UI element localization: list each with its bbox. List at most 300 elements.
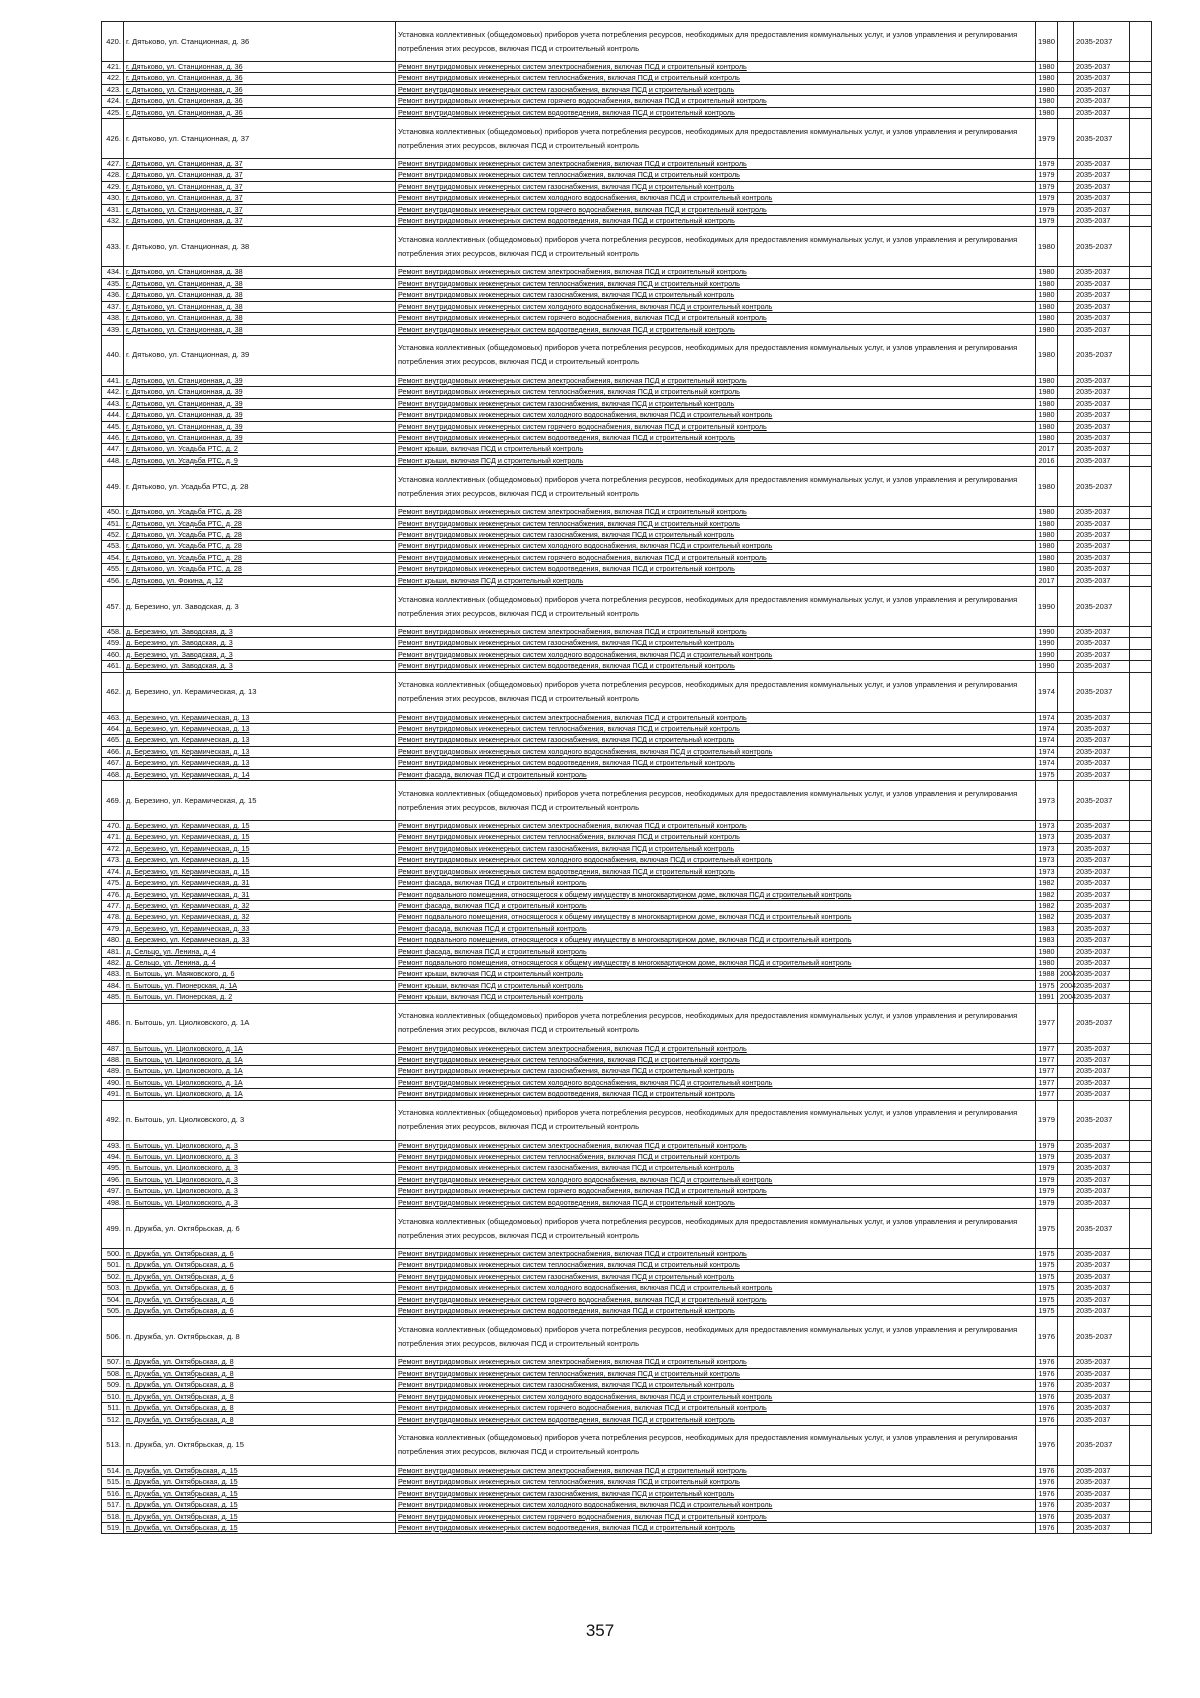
row-empty-cell	[1130, 855, 1152, 866]
row-number: 476.	[102, 889, 124, 900]
row-work-type: Ремонт внутридомовых инженерных систем электроснабжения, включая ПСД и строительный контроль	[396, 627, 1036, 638]
row-year: 1990	[1036, 638, 1058, 649]
row-empty-cell	[1130, 159, 1152, 170]
row-year: 1980	[1036, 22, 1058, 62]
row-empty-cell	[1130, 1477, 1152, 1488]
row-number: 498.	[102, 1197, 124, 1208]
row-empty-cell	[1130, 1391, 1152, 1402]
row-address: д. Березино, ул. Керамическая, д. 13	[124, 724, 396, 735]
row-address: г. Дятьково, ул. Станционная, д. 38	[124, 267, 396, 278]
row-year-renovated	[1058, 1477, 1074, 1488]
row-number: 456.	[102, 575, 124, 586]
row-year-renovated	[1058, 866, 1074, 877]
row-address: г. Дятьково, ул. Станционная, д. 38	[124, 278, 396, 289]
row-period: 2035-2037	[1074, 375, 1130, 386]
row-period: 2035-2037	[1074, 267, 1130, 278]
row-empty-cell	[1130, 1425, 1152, 1465]
table-row	[102, 1249, 1152, 1260]
row-number: 462.	[102, 672, 124, 712]
table-row	[102, 1077, 1152, 1088]
row-year: 1980	[1036, 467, 1058, 507]
row-address: п. Дружба, ул. Октябрьская, д. 6	[124, 1271, 396, 1282]
row-address: п. Дружба, ул. Октябрьская, д. 6	[124, 1209, 396, 1249]
row-year: 1980	[1036, 387, 1058, 398]
row-year: 1980	[1036, 267, 1058, 278]
row-work-type: Ремонт внутридомовых инженерных систем теплоснабжения, включая ПСД и строительный контроль	[396, 73, 1036, 84]
row-year: 1980	[1036, 564, 1058, 575]
row-period: 2035-2037	[1074, 159, 1130, 170]
row-work-type: Ремонт внутридомовых инженерных систем газоснабжения, включая ПСД и строительный контроль	[396, 1380, 1036, 1391]
row-year: 1975	[1036, 1249, 1058, 1260]
row-period: 2035-2037	[1074, 193, 1130, 204]
row-number: 505.	[102, 1306, 124, 1317]
row-number: 494.	[102, 1152, 124, 1163]
row-address: п. Бытошь, ул. Циолковского, д. 1А	[124, 1089, 396, 1100]
row-work-type: Ремонт внутридомовых инженерных систем теплоснабжения, включая ПСД и строительный контроль	[396, 518, 1036, 529]
row-year-renovated	[1058, 159, 1074, 170]
row-work-type: Ремонт внутридомовых инженерных систем теплоснабжения, включая ПСД и строительный контроль	[396, 278, 1036, 289]
row-period: 2035-2037	[1074, 507, 1130, 518]
row-period: 2035-2037	[1074, 1152, 1130, 1163]
row-year: 1980	[1036, 335, 1058, 375]
row-work-type: Ремонт подвального помещения, относящегося к общему имуществу в многоквартирном доме, включая ПСД и строительный контроль	[396, 957, 1036, 968]
table-row	[102, 432, 1152, 443]
row-number: 484.	[102, 980, 124, 991]
row-empty-cell	[1130, 1186, 1152, 1197]
row-period: 2035-2037	[1074, 313, 1130, 324]
row-year: 1974	[1036, 735, 1058, 746]
row-year-renovated	[1058, 552, 1074, 563]
row-work-type: Ремонт внутридомовых инженерных систем теплоснабжения, включая ПСД и строительный контроль	[396, 724, 1036, 735]
row-number: 475.	[102, 878, 124, 889]
row-number: 486.	[102, 1003, 124, 1043]
row-address: п. Бытошь, ул. Маяковского, д. 6	[124, 969, 396, 980]
row-address: п. Бытошь, ул. Циолковского, д. 1А	[124, 1043, 396, 1054]
row-work-type: Установка коллективных (общедомовых) приборов учета потребления ресурсов, необходимых для предоставления коммунальных услуг, и узлов управления и регулирования потребления этих ресурсов, включая ПСД и строительный контроль	[396, 587, 1036, 627]
row-period: 2035-2037	[1074, 1368, 1130, 1379]
row-address: п. Бытошь, ул. Циолковского, д. 1А	[124, 1077, 396, 1088]
row-empty-cell	[1130, 923, 1152, 934]
table-row	[102, 267, 1152, 278]
row-address: д. Березино, ул. Керамическая, д. 32	[124, 900, 396, 911]
row-empty-cell	[1130, 398, 1152, 409]
row-year-renovated	[1058, 96, 1074, 107]
row-year-renovated	[1058, 22, 1074, 62]
table-row	[102, 1380, 1152, 1391]
row-empty-cell	[1130, 335, 1152, 375]
row-address: п. Дружба, ул. Октябрьская, д. 15	[124, 1425, 396, 1465]
row-work-type: Ремонт внутридомовых инженерных систем газоснабжения, включая ПСД и строительный контроль	[396, 529, 1036, 540]
row-empty-cell	[1130, 1283, 1152, 1294]
row-period: 2035-2037	[1074, 529, 1130, 540]
row-work-type: Ремонт подвального помещения, относящегося к общему имуществу в многоквартирном доме, включая ПСД и строительный контроль	[396, 935, 1036, 946]
row-year-renovated	[1058, 1306, 1074, 1317]
row-empty-cell	[1130, 22, 1152, 62]
row-empty-cell	[1130, 181, 1152, 192]
table-row	[102, 866, 1152, 877]
table-row	[102, 900, 1152, 911]
row-empty-cell	[1130, 1465, 1152, 1476]
row-address: п. Дружба, ул. Октябрьская, д. 6	[124, 1260, 396, 1271]
row-address: д. Березино, ул. Заводская, д. 3	[124, 587, 396, 627]
row-empty-cell	[1130, 575, 1152, 586]
row-number: 488.	[102, 1054, 124, 1065]
row-work-type: Ремонт внутридомовых инженерных систем газоснабжения, включая ПСД и строительный контроль	[396, 290, 1036, 301]
row-empty-cell	[1130, 216, 1152, 227]
row-address: п. Дружба, ул. Октябрьская, д. 15	[124, 1465, 396, 1476]
row-number: 423.	[102, 84, 124, 95]
row-number: 450.	[102, 507, 124, 518]
table-row	[102, 541, 1152, 552]
row-address: г. Дятьково, ул. Станционная, д. 38	[124, 290, 396, 301]
table-row	[102, 227, 1152, 267]
row-address: п. Дружба, ул. Октябрьская, д. 8	[124, 1403, 396, 1414]
table-row	[102, 181, 1152, 192]
row-empty-cell	[1130, 992, 1152, 1003]
row-work-type: Ремонт внутридомовых инженерных систем газоснабжения, включая ПСД и строительный контроль	[396, 181, 1036, 192]
table-row	[102, 290, 1152, 301]
table-row	[102, 843, 1152, 854]
row-year: 1977	[1036, 1077, 1058, 1088]
row-number: 478.	[102, 912, 124, 923]
row-period: 2035-2037	[1074, 769, 1130, 780]
row-address: д. Березино, ул. Керамическая, д. 15	[124, 821, 396, 832]
row-year: 1980	[1036, 518, 1058, 529]
row-period: 2035-2037	[1074, 575, 1130, 586]
row-empty-cell	[1130, 672, 1152, 712]
table-row	[102, 119, 1152, 159]
row-period: 2035-2037	[1074, 1317, 1130, 1357]
row-year: 1977	[1036, 1003, 1058, 1043]
row-work-type: Ремонт внутридомовых инженерных систем теплоснабжения, включая ПСД и строительный контроль	[396, 1368, 1036, 1379]
row-period: 2035-2037	[1074, 758, 1130, 769]
row-empty-cell	[1130, 170, 1152, 181]
row-year: 2017	[1036, 444, 1058, 455]
row-year: 1979	[1036, 1163, 1058, 1174]
row-number: 517.	[102, 1500, 124, 1511]
row-period: 2035-2037	[1074, 1488, 1130, 1499]
table-row	[102, 575, 1152, 586]
row-work-type: Ремонт внутридомовых инженерных систем водоотведения, включая ПСД и строительный контроль	[396, 661, 1036, 672]
row-address: п. Бытошь, ул. Циолковского, д. 1А	[124, 1003, 396, 1043]
row-year-renovated: 2004	[1058, 969, 1074, 980]
row-number: 430.	[102, 193, 124, 204]
row-address: г. Дятьково, ул. Станционная, д. 39	[124, 410, 396, 421]
row-period: 2035-2037	[1074, 1209, 1130, 1249]
row-address: п. Дружба, ул. Октябрьская, д. 6	[124, 1294, 396, 1305]
row-period: 2035-2037	[1074, 518, 1130, 529]
row-work-type: Установка коллективных (общедомовых) приборов учета потребления ресурсов, необходимых для предоставления коммунальных услуг, и узлов управления и регулирования потребления этих ресурсов, включая ПСД и строительный контроль	[396, 1100, 1036, 1140]
row-address: п. Дружба, ул. Октябрьская, д. 8	[124, 1414, 396, 1425]
row-work-type: Ремонт внутридомовых инженерных систем горячего водоснабжения, включая ПСД и строительный контроль	[396, 1511, 1036, 1522]
row-number: 489.	[102, 1066, 124, 1077]
row-number: 467.	[102, 758, 124, 769]
row-empty-cell	[1130, 1100, 1152, 1140]
row-year-renovated	[1058, 387, 1074, 398]
row-empty-cell	[1130, 889, 1152, 900]
table-row	[102, 992, 1152, 1003]
row-empty-cell	[1130, 324, 1152, 335]
row-work-type: Ремонт внутридомовых инженерных систем водоотведения, включая ПСД и строительный контроль	[396, 1089, 1036, 1100]
row-work-type: Ремонт внутридомовых инженерных систем водоотведения, включая ПСД и строительный контроль	[396, 216, 1036, 227]
table-row	[102, 529, 1152, 540]
row-work-type: Ремонт внутридомовых инженерных систем электроснабжения, включая ПСД и строительный контроль	[396, 62, 1036, 73]
row-empty-cell	[1130, 1414, 1152, 1425]
row-number: 441.	[102, 375, 124, 386]
row-work-type: Ремонт внутридомовых инженерных систем водоотведения, включая ПСД и строительный контроль	[396, 1522, 1036, 1533]
row-period: 2035-2037	[1074, 216, 1130, 227]
row-year-renovated	[1058, 290, 1074, 301]
row-year-renovated	[1058, 1357, 1074, 1368]
row-year-renovated	[1058, 1500, 1074, 1511]
row-number: 507.	[102, 1357, 124, 1368]
row-work-type: Установка коллективных (общедомовых) приборов учета потребления ресурсов, необходимых для предоставления коммунальных услуг, и узлов управления и регулирования потребления этих ресурсов, включая ПСД и строительный контроль	[396, 672, 1036, 712]
row-period: 2035-2037	[1074, 912, 1130, 923]
row-period: 2035-2037	[1074, 724, 1130, 735]
row-year-renovated	[1058, 781, 1074, 821]
table-row	[102, 712, 1152, 723]
row-year-renovated	[1058, 529, 1074, 540]
row-address: г. Дятьково, ул. Станционная, д. 37	[124, 181, 396, 192]
row-year-renovated	[1058, 301, 1074, 312]
table-row	[102, 587, 1152, 627]
row-empty-cell	[1130, 84, 1152, 95]
row-empty-cell	[1130, 900, 1152, 911]
row-period: 2035-2037	[1074, 889, 1130, 900]
row-number: 479.	[102, 923, 124, 934]
row-year: 1976	[1036, 1488, 1058, 1499]
row-address: д. Березино, ул. Керамическая, д. 13	[124, 672, 396, 712]
row-address: п. Бытошь, ул. Пионерская, д. 1А	[124, 980, 396, 991]
table-row	[102, 1391, 1152, 1402]
row-address: д. Березино, ул. Заводская, д. 3	[124, 661, 396, 672]
row-period: 2035-2037	[1074, 672, 1130, 712]
row-year: 1991	[1036, 992, 1058, 1003]
row-empty-cell	[1130, 946, 1152, 957]
row-year-renovated	[1058, 398, 1074, 409]
table-row	[102, 324, 1152, 335]
row-number: 429.	[102, 181, 124, 192]
row-address: д. Березино, ул. Заводская, д. 3	[124, 649, 396, 660]
row-empty-cell	[1130, 313, 1152, 324]
row-empty-cell	[1130, 1403, 1152, 1414]
table-row	[102, 1283, 1152, 1294]
table-row	[102, 335, 1152, 375]
row-period: 2035-2037	[1074, 1043, 1130, 1054]
row-empty-cell	[1130, 444, 1152, 455]
row-period: 2035-2037	[1074, 227, 1130, 267]
row-address: п. Дружба, ул. Октябрьская, д. 15	[124, 1511, 396, 1522]
row-empty-cell	[1130, 746, 1152, 757]
table-row	[102, 170, 1152, 181]
row-address: д. Березино, ул. Керамическая, д. 15	[124, 866, 396, 877]
row-address: п. Бытошь, ул. Циолковского, д. 3	[124, 1163, 396, 1174]
row-work-type: Ремонт внутридомовых инженерных систем теплоснабжения, включая ПСД и строительный контроль	[396, 170, 1036, 181]
row-work-type: Ремонт внутридомовых инженерных систем электроснабжения, включая ПСД и строительный контроль	[396, 1140, 1036, 1151]
row-year: 1976	[1036, 1380, 1058, 1391]
row-work-type: Ремонт внутридомовых инженерных систем водоотведения, включая ПСД и строительный контроль	[396, 324, 1036, 335]
row-year-renovated	[1058, 421, 1074, 432]
row-work-type: Установка коллективных (общедомовых) приборов учета потребления ресурсов, необходимых для предоставления коммунальных услуг, и узлов управления и регулирования потребления этих ресурсов, включая ПСД и строительный контроль	[396, 1425, 1036, 1465]
row-year-renovated	[1058, 107, 1074, 118]
row-year-renovated	[1058, 957, 1074, 968]
row-year-renovated	[1058, 724, 1074, 735]
row-empty-cell	[1130, 1163, 1152, 1174]
row-empty-cell	[1130, 278, 1152, 289]
row-work-type: Ремонт внутридомовых инженерных систем электроснабжения, включая ПСД и строительный контроль	[396, 267, 1036, 278]
row-year: 1976	[1036, 1357, 1058, 1368]
row-number: 424.	[102, 96, 124, 107]
row-year: 1979	[1036, 170, 1058, 181]
row-work-type: Ремонт внутридомовых инженерных систем водоотведения, включая ПСД и строительный контроль	[396, 1414, 1036, 1425]
row-address: д. Березино, ул. Керамическая, д. 31	[124, 878, 396, 889]
row-year-renovated	[1058, 1294, 1074, 1305]
table-row	[102, 946, 1152, 957]
row-year: 1980	[1036, 290, 1058, 301]
row-period: 2035-2037	[1074, 1089, 1130, 1100]
row-period: 2035-2037	[1074, 73, 1130, 84]
row-work-type: Ремонт внутридомовых инженерных систем горячего водоснабжения, включая ПСД и строительный контроль	[396, 421, 1036, 432]
row-empty-cell	[1130, 301, 1152, 312]
row-year-renovated	[1058, 1054, 1074, 1065]
row-year: 1979	[1036, 1152, 1058, 1163]
row-work-type: Ремонт внутридомовых инженерных систем теплоснабжения, включая ПСД и строительный контроль	[396, 832, 1036, 843]
row-year-renovated	[1058, 1077, 1074, 1088]
row-number: 444.	[102, 410, 124, 421]
row-number: 465.	[102, 735, 124, 746]
row-work-type: Ремонт внутридомовых инженерных систем газоснабжения, включая ПСД и строительный контроль	[396, 1163, 1036, 1174]
table-row	[102, 832, 1152, 843]
row-address: п. Дружба, ул. Октябрьская, д. 6	[124, 1283, 396, 1294]
row-year-renovated	[1058, 1283, 1074, 1294]
row-year: 1979	[1036, 1140, 1058, 1151]
row-empty-cell	[1130, 1511, 1152, 1522]
row-period: 2035-2037	[1074, 900, 1130, 911]
table-row	[102, 552, 1152, 563]
row-address: п. Дружба, ул. Октябрьская, д. 8	[124, 1368, 396, 1379]
row-period: 2035-2037	[1074, 923, 1130, 934]
row-address: г. Дятьково, ул. Усадьба РТС, д. 28	[124, 541, 396, 552]
row-period: 2035-2037	[1074, 843, 1130, 854]
row-period: 2035-2037	[1074, 1077, 1130, 1088]
row-work-type: Ремонт внутридомовых инженерных систем горячего водоснабжения, включая ПСД и строительный контроль	[396, 313, 1036, 324]
row-year-renovated	[1058, 855, 1074, 866]
row-period: 2035-2037	[1074, 432, 1130, 443]
row-work-type: Ремонт внутридомовых инженерных систем горячего водоснабжения, включая ПСД и строительный контроль	[396, 96, 1036, 107]
row-period: 2035-2037	[1074, 1186, 1130, 1197]
row-period: 2035-2037	[1074, 1054, 1130, 1065]
row-period: 2035-2037	[1074, 278, 1130, 289]
row-work-type: Ремонт внутридомовых инженерных систем газоснабжения, включая ПСД и строительный контроль	[396, 84, 1036, 95]
row-address: п. Бытошь, ул. Циолковского, д. 1А	[124, 1066, 396, 1077]
row-number: 495.	[102, 1163, 124, 1174]
row-period: 2035-2037	[1074, 649, 1130, 660]
table-row	[102, 1186, 1152, 1197]
row-year-renovated	[1058, 912, 1074, 923]
row-empty-cell	[1130, 1054, 1152, 1065]
row-address: д. Березино, ул. Керамическая, д. 14	[124, 769, 396, 780]
row-empty-cell	[1130, 661, 1152, 672]
row-number: 460.	[102, 649, 124, 660]
row-year-renovated	[1058, 278, 1074, 289]
row-number: 497.	[102, 1186, 124, 1197]
row-address: г. Дятьково, ул. Станционная, д. 38	[124, 227, 396, 267]
row-number: 504.	[102, 1294, 124, 1305]
row-address: д. Березино, ул. Керамическая, д. 31	[124, 889, 396, 900]
row-number: 443.	[102, 398, 124, 409]
row-address: г. Дятьково, ул. Станционная, д. 39	[124, 398, 396, 409]
row-number: 455.	[102, 564, 124, 575]
row-empty-cell	[1130, 1089, 1152, 1100]
row-year: 1980	[1036, 96, 1058, 107]
row-address: г. Дятьково, ул. Станционная, д. 36	[124, 96, 396, 107]
row-period: 2035-2037	[1074, 969, 1130, 980]
row-period: 2035-2037	[1074, 455, 1130, 466]
row-work-type: Ремонт внутридомовых инженерных систем водоотведения, включая ПСД и строительный контроль	[396, 564, 1036, 575]
row-work-type: Установка коллективных (общедомовых) приборов учета потребления ресурсов, необходимых для предоставления коммунальных услуг, и узлов управления и регулирования потребления этих ресурсов, включая ПСД и строительный контроль	[396, 467, 1036, 507]
table-row	[102, 387, 1152, 398]
row-work-type: Ремонт внутридомовых инженерных систем холодного водоснабжения, включая ПСД и строительный контроль	[396, 193, 1036, 204]
table-row	[102, 107, 1152, 118]
row-address: г. Дятьково, ул. Станционная, д. 37	[124, 159, 396, 170]
row-year-renovated	[1058, 821, 1074, 832]
row-work-type: Ремонт внутридомовых инженерных систем холодного водоснабжения, включая ПСД и строительный контроль	[396, 1283, 1036, 1294]
row-work-type: Ремонт внутридомовых инженерных систем электроснабжения, включая ПСД и строительный контроль	[396, 1043, 1036, 1054]
row-empty-cell	[1130, 96, 1152, 107]
row-year: 1975	[1036, 1306, 1058, 1317]
row-year-renovated	[1058, 1140, 1074, 1151]
row-period: 2035-2037	[1074, 1477, 1130, 1488]
row-address: г. Дятьково, ул. Станционная, д. 36	[124, 73, 396, 84]
row-period: 2035-2037	[1074, 107, 1130, 118]
row-year: 1979	[1036, 1100, 1058, 1140]
row-work-type: Установка коллективных (общедомовых) приборов учета потребления ресурсов, необходимых для предоставления коммунальных услуг, и узлов управления и регулирования потребления этих ресурсов, включая ПСД и строительный контроль	[396, 1209, 1036, 1249]
row-period: 2035-2037	[1074, 170, 1130, 181]
table-body	[102, 22, 1152, 1534]
row-year: 1980	[1036, 432, 1058, 443]
row-year: 1980	[1036, 398, 1058, 409]
table-row	[102, 1174, 1152, 1185]
row-number: 440.	[102, 335, 124, 375]
row-number: 420.	[102, 22, 124, 62]
row-empty-cell	[1130, 1140, 1152, 1151]
row-work-type: Ремонт внутридомовых инженерных систем теплоснабжения, включая ПСД и строительный контроль	[396, 1152, 1036, 1163]
row-work-type: Ремонт внутридомовых инженерных систем электроснабжения, включая ПСД и строительный контроль	[396, 159, 1036, 170]
row-year: 1980	[1036, 375, 1058, 386]
row-work-type: Ремонт внутридомовых инженерных систем холодного водоснабжения, включая ПСД и строительный контроль	[396, 746, 1036, 757]
table-row	[102, 1511, 1152, 1522]
row-number: 515.	[102, 1477, 124, 1488]
table-row	[102, 923, 1152, 934]
row-empty-cell	[1130, 712, 1152, 723]
row-period: 2035-2037	[1074, 564, 1130, 575]
row-year-renovated: 2004	[1058, 980, 1074, 991]
row-year: 1980	[1036, 529, 1058, 540]
row-address: п. Дружба, ул. Октябрьская, д. 15	[124, 1500, 396, 1511]
table-row	[102, 375, 1152, 386]
row-year: 1980	[1036, 421, 1058, 432]
row-year-renovated	[1058, 204, 1074, 215]
row-year: 1976	[1036, 1414, 1058, 1425]
row-number: 428.	[102, 170, 124, 181]
row-year-renovated	[1058, 216, 1074, 227]
table-row	[102, 278, 1152, 289]
row-year: 2016	[1036, 455, 1058, 466]
row-work-type: Ремонт внутридомовых инженерных систем электроснабжения, включая ПСД и строительный контроль	[396, 1465, 1036, 1476]
row-address: г. Дятьково, ул. Фокина, д. 12	[124, 575, 396, 586]
row-year: 1976	[1036, 1391, 1058, 1402]
row-year: 1976	[1036, 1465, 1058, 1476]
